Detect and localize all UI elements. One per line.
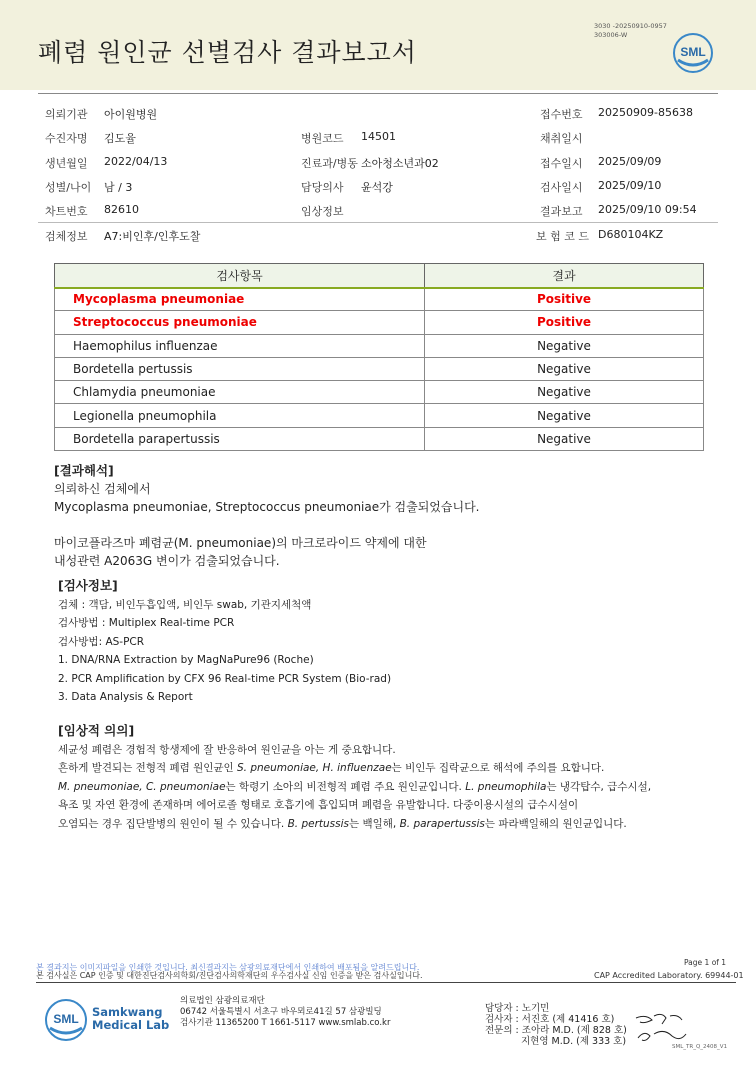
svg-text:SML: SML (53, 1012, 79, 1026)
info-separator (38, 222, 718, 223)
receipt-no-value: 20250909-85638 (598, 106, 693, 119)
org-name-en: Samkwang Medical Lab (92, 1005, 170, 1032)
info-row-2 (0, 130, 756, 154)
clinical-line: 욕조 및 자연 환경에 존재하며 에어로졸 형태로 호흡기에 흡입되며 폐렴을 유발합니다. 다중이용시설의 급수시설이 (58, 799, 579, 811)
interpretation-section (54, 462, 480, 570)
test-info-section (58, 577, 391, 707)
clinical-label: 임상정보 (301, 205, 344, 218)
report-header (0, 0, 756, 90)
results-table (54, 263, 704, 451)
report-label: 결과보고 (540, 205, 583, 218)
table-row (55, 427, 704, 450)
sml-footer-logo-icon (44, 998, 88, 1042)
test-info-line: 검사방법: AS-PCR (58, 635, 145, 648)
report-value: 2025/09/10 09:54 (598, 203, 697, 216)
test-item: Bordetella parapertussis (55, 427, 425, 450)
dob-label: 생년월일 (45, 157, 88, 170)
test-info-title: [검사정보] (58, 578, 118, 593)
clinical-line: M. pneumoniae, C. pneumoniae는 학령기 소아의 비전형적 폐렴 주요 원인균입니다. L. pneumophila는 냉각탑수, 급수시설, (58, 780, 652, 793)
collection-label: 채취일시 (540, 132, 583, 145)
test-item: Mycoplasma pneumoniae (55, 288, 425, 311)
test-result: Negative (425, 357, 704, 380)
insurance-value: D680104KZ (598, 228, 664, 241)
interpretation-title: [결과해석] (54, 463, 114, 478)
test-item: Streptococcus pneumoniae (55, 311, 425, 334)
clinical-title: [임상적 의의] (58, 723, 135, 738)
test-result: Positive (425, 288, 704, 311)
chart-value: 82610 (104, 203, 139, 216)
test-item: Chlamydia pneumoniae (55, 381, 425, 404)
chart-label: 차트번호 (45, 205, 88, 218)
results-header-row (55, 264, 704, 288)
interpretation-line: 의뢰하신 검체에서 (54, 482, 151, 496)
patient-label: 수진자명 (45, 132, 88, 145)
doctor-value: 윤석강 (361, 181, 393, 194)
insurance-label: 보 험 코 드 (536, 230, 589, 243)
col-item-header: 검사항목 (55, 264, 425, 288)
sml-logo-icon (672, 32, 714, 74)
hospital-code-label: 병원코드 (301, 132, 344, 145)
footer-rule (36, 982, 736, 983)
col-result-header: 결과 (425, 264, 704, 288)
sex-age-value: 남 / 3 (104, 181, 133, 194)
test-item: Legionella pneumophila (55, 404, 425, 427)
test-info-line: 1. DNA/RNA Extraction by MagNaPure96 (Roche) (58, 654, 314, 666)
clinical-line: 오염되는 경우 집단발병의 원인이 될 수 있습니다. B. pertussis는 백일해, B. parapertussis는 파라백일해의 원인균입니다. (58, 817, 627, 830)
specimen-label: 검체정보 (45, 230, 88, 243)
form-code: SML_TR_Q_2408_V1 (672, 1044, 728, 1050)
test-result: Negative (425, 381, 704, 404)
cap-accreditation: CAP Accredited Laboratory. 69944-01 (594, 971, 744, 980)
print-watermark: 본 결과지는 이미지파일을 인쇄한 것입니다. 최신결과지는 삼광의료재단에서 인쇄하여 배포됨을 알려드립니다. (36, 963, 420, 972)
report-title: 폐렴 원인균 선별검사 결과보고서 (38, 38, 417, 67)
table-row (55, 404, 704, 427)
document-code: 3030 -20250910-0957 303006-W (594, 22, 667, 39)
receipt-date-label: 접수일시 (540, 157, 583, 170)
table-row (55, 381, 704, 404)
table-row (55, 311, 704, 334)
test-result: Negative (425, 404, 704, 427)
test-info-line: 2. PCR Amplification by CFX 96 Real-time PCR System (Bio-rad) (58, 672, 392, 685)
info-row-1 (0, 106, 756, 130)
test-info-line: 검사방법 : Multiplex Real-time PCR (58, 617, 235, 629)
doctor-label: 담당의사 (301, 181, 344, 194)
cap-note: 본 검사실은 CAP 인증 및 대한진단검사의학회/진단검사의학재단의 우수검사실 신임 인증을 받은 검사실입니다. (36, 971, 423, 980)
clinical-line: 흔하게 발견되는 전형적 폐렴 원인균인 S. pneumoniae, H. influenzae는 비인두 집락균으로 해석에 주의를 요합니다. (58, 762, 605, 774)
dept-label: 진료과/병동 (301, 157, 358, 170)
svg-text:SML: SML (680, 45, 706, 59)
clinical-line: 세균성 폐렴은 경험적 항생제에 잘 반응하여 원인균을 아는 게 중요합니다. (58, 743, 396, 756)
clinical-section (58, 722, 718, 833)
info-row-3 (0, 155, 756, 179)
receipt-no-label: 접수번호 (540, 108, 583, 121)
info-row-6 (0, 228, 756, 252)
sex-age-label: 성별/나이 (45, 181, 92, 194)
signers: 담당자 : 노기민 검사자 : 서진호 (제 41416 호) 전문의 : 조아라 M.D. (제 828 호) 지현영 M.D. (제 333 호) (485, 1003, 627, 1047)
page-number: Page 1 of 1 (684, 958, 727, 967)
institution-value: 아이원병원 (104, 108, 158, 121)
interpretation-line: Mycoplasma pneumoniae, Streptococcus pneumoniae가 검출되었습니다. (54, 500, 480, 514)
org-address: 의료법인 삼광의료재단 06742 서울특별시 서초구 바우뫼로41길 57 삼광빌딩 검사기관 11365200 T 1661-5117 www.smlab.co.kr (180, 996, 391, 1028)
receipt-date-value: 2025/09/09 (598, 155, 662, 168)
hospital-code-value: 14501 (361, 130, 396, 143)
table-row (55, 288, 704, 311)
interpretation-line: 마이코플라즈마 폐렴균(M. pneumoniae)의 마크로라이드 약제에 대한 (54, 536, 427, 550)
test-date-label: 검사일시 (540, 181, 583, 194)
interpretation-line: 내성관련 A2063G 변이가 검출되었습니다. (54, 554, 280, 568)
table-row (55, 334, 704, 357)
patient-value: 김도율 (104, 132, 136, 145)
test-date-value: 2025/09/10 (598, 179, 662, 192)
specimen-value: A7:비인후/인후도찰 (104, 230, 201, 243)
test-item: Bordetella pertussis (55, 357, 425, 380)
test-info-line: 검체 : 객담, 비인두흡입액, 비인두 swab, 기관지세척액 (58, 598, 312, 611)
test-result: Positive (425, 311, 704, 334)
info-top-rule (38, 93, 718, 94)
signature-icon (632, 1010, 688, 1046)
info-row-4 (0, 179, 756, 203)
info-row-5 (0, 203, 756, 227)
dob-value: 2022/04/13 (104, 155, 168, 168)
test-info-line: 3. Data Analysis & Report (58, 691, 193, 703)
test-item: Haemophilus influenzae (55, 334, 425, 357)
institution-label: 의뢰기관 (45, 108, 88, 121)
table-row (55, 357, 704, 380)
test-result: Negative (425, 427, 704, 450)
test-result: Negative (425, 334, 704, 357)
dept-value: 소아청소년과02 (361, 157, 439, 170)
